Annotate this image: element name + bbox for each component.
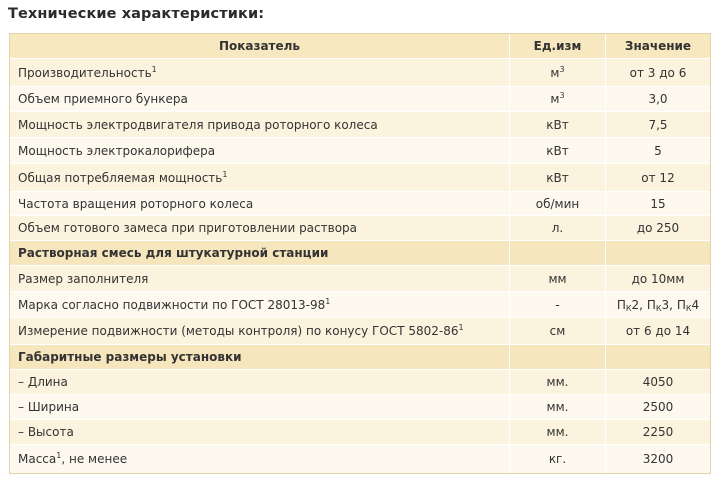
parameter-name: Мощность электрокалорифера [18, 143, 216, 158]
parameter-suffix: , не менее [61, 452, 128, 466]
section-row [10, 345, 710, 370]
parameter-name: – Ширина [18, 400, 80, 414]
unit-cell [510, 192, 606, 216]
parameter-name: Измерение подвижности (методы контроля) по конусу ГОСТ 5802-86 [18, 324, 459, 338]
unit-cell [510, 266, 606, 292]
section-value-cell [606, 345, 710, 370]
separator: , [639, 297, 647, 312]
value-text: до 250 [636, 221, 680, 235]
section-value-cell [606, 241, 710, 266]
table-row [10, 192, 710, 216]
parameter-name: Масса [18, 452, 57, 466]
unit-text: мм. [546, 425, 569, 439]
table-row [10, 292, 710, 318]
mobility-grade-letter: П [676, 297, 686, 312]
parameter-cell [10, 87, 510, 112]
value-cell [606, 164, 710, 192]
unit-text: кВт [546, 117, 569, 132]
table-row [10, 112, 710, 138]
value-text: 3200 [642, 452, 674, 466]
unit-cell [510, 318, 606, 345]
parameter-cell [10, 138, 510, 164]
table-row [10, 266, 710, 292]
mobility-grade-letter: П [646, 297, 656, 312]
parameter-cell [10, 192, 510, 216]
footnote-marker: 1 [222, 169, 228, 179]
parameter-name: Частота вращения роторного колеса [18, 196, 254, 211]
mobility-grade-number: 3 [661, 297, 670, 312]
parameter-name: Производительность [18, 65, 152, 80]
unit-cell [510, 395, 606, 420]
unit-text: л. [551, 221, 564, 235]
section-title: Габаритные размеры установки [10, 345, 510, 370]
unit-text: кВт [546, 143, 569, 158]
value-cell [606, 138, 710, 164]
value-cell [606, 87, 710, 112]
unit-cell [510, 370, 606, 395]
unit-text: м [550, 92, 560, 106]
unit-cell [510, 420, 606, 445]
parameter-cell [10, 164, 510, 192]
value-cell [606, 445, 710, 473]
parameter-cell [10, 59, 510, 87]
parameter-name: Марка согласно подвижности по ГОСТ 28013-98 [18, 297, 326, 312]
value-text: от 6 до 14 [625, 324, 691, 338]
unit-text: мм [548, 271, 567, 286]
value-cell [606, 370, 710, 395]
value-cell [606, 216, 710, 241]
unit-cell [510, 112, 606, 138]
table-header-row [10, 34, 710, 59]
specs-table-body [10, 59, 710, 473]
table-row [10, 395, 710, 420]
value-cell [606, 59, 710, 87]
parameter-cell [10, 216, 510, 241]
value-text: 5 [654, 143, 662, 158]
mobility-grade-subscript: К [625, 303, 632, 313]
mobility-grade-number: 4 [691, 297, 700, 312]
section-title: Растворная смесь для штукатурной станции [10, 241, 510, 266]
footnote-marker: 1 [56, 451, 62, 460]
value-cell [606, 420, 710, 445]
value-cell [606, 192, 710, 216]
value-text: 7,5 [648, 117, 668, 132]
parameter-name: Объем приемного бункера [18, 92, 188, 106]
section-row [10, 241, 710, 266]
table-row [10, 445, 710, 473]
value-text: 4050 [642, 375, 674, 389]
footnote-marker: 1 [325, 296, 331, 306]
value-cell [606, 318, 710, 345]
unit-cell [510, 87, 606, 112]
footnote-marker: 1 [151, 64, 157, 74]
separator: , [669, 297, 677, 312]
section-unit-cell [510, 241, 606, 266]
parameter-name: Мощность электродвигателя привода роторного колеса [18, 117, 378, 132]
value-text: от 12 [641, 170, 675, 185]
value-cell [606, 266, 710, 292]
mobility-grade-subscript: К [655, 303, 662, 313]
unit-cell [510, 216, 606, 241]
value-cell [606, 292, 710, 318]
value-cell [606, 112, 710, 138]
value-text: от 3 до 6 [629, 65, 687, 80]
parameter-name: Общая потребляемая мощность [18, 170, 223, 185]
unit-cell [510, 292, 606, 318]
section-unit-cell [510, 345, 606, 370]
parameter-cell [10, 112, 510, 138]
parameter-cell [10, 292, 510, 318]
column-header-value: Значение [606, 34, 710, 59]
parameter-cell [10, 318, 510, 345]
value-text: до 10мм [631, 271, 685, 286]
parameter-cell [10, 370, 510, 395]
footnote-marker: 1 [458, 323, 464, 332]
table-row [10, 216, 710, 241]
value-cell [606, 395, 710, 420]
table-row [10, 420, 710, 445]
table-row [10, 164, 710, 192]
parameter-name: – Длина [18, 375, 68, 389]
value-text: 2250 [642, 425, 674, 439]
parameter-cell [10, 445, 510, 473]
unit-cell [510, 164, 606, 192]
unit-text: кВт [546, 170, 569, 185]
unit-text: м [550, 65, 560, 80]
unit-exponent: 3 [559, 91, 565, 100]
unit-exponent: 3 [559, 64, 565, 74]
unit-cell [510, 59, 606, 87]
unit-text: мм. [546, 400, 569, 414]
specs-table [9, 33, 711, 474]
table-row [10, 59, 710, 87]
column-header-parameter: Показатель [10, 34, 510, 59]
parameter-name: Объем готового замеса при приготовлении раствора [18, 221, 358, 235]
value-text: 3,0 [648, 92, 668, 106]
table-row [10, 370, 710, 395]
parameter-name: Размер заполнителя [18, 271, 149, 286]
unit-text: кг. [548, 452, 567, 466]
parameter-cell [10, 395, 510, 420]
unit-text: об/мин [535, 196, 580, 211]
value-text: 15 [650, 196, 666, 211]
mobility-grade-number: 2 [631, 297, 640, 312]
unit-cell [510, 138, 606, 164]
unit-text: мм. [546, 375, 569, 389]
page-title: Технические характеристики: [8, 6, 265, 22]
table-row [10, 87, 710, 112]
parameter-cell [10, 266, 510, 292]
value-text: 2500 [642, 400, 674, 414]
parameter-name: – Высота [18, 425, 74, 439]
column-header-unit: Ед.изм [510, 34, 606, 59]
unit-cell [510, 445, 606, 473]
mobility-grade-letter: П [616, 297, 626, 312]
unit-text: см [549, 324, 566, 338]
mobility-grade-subscript: К [685, 303, 692, 313]
parameter-cell [10, 420, 510, 445]
table-row [10, 138, 710, 164]
unit-text: - [555, 297, 560, 312]
table-row [10, 318, 710, 345]
